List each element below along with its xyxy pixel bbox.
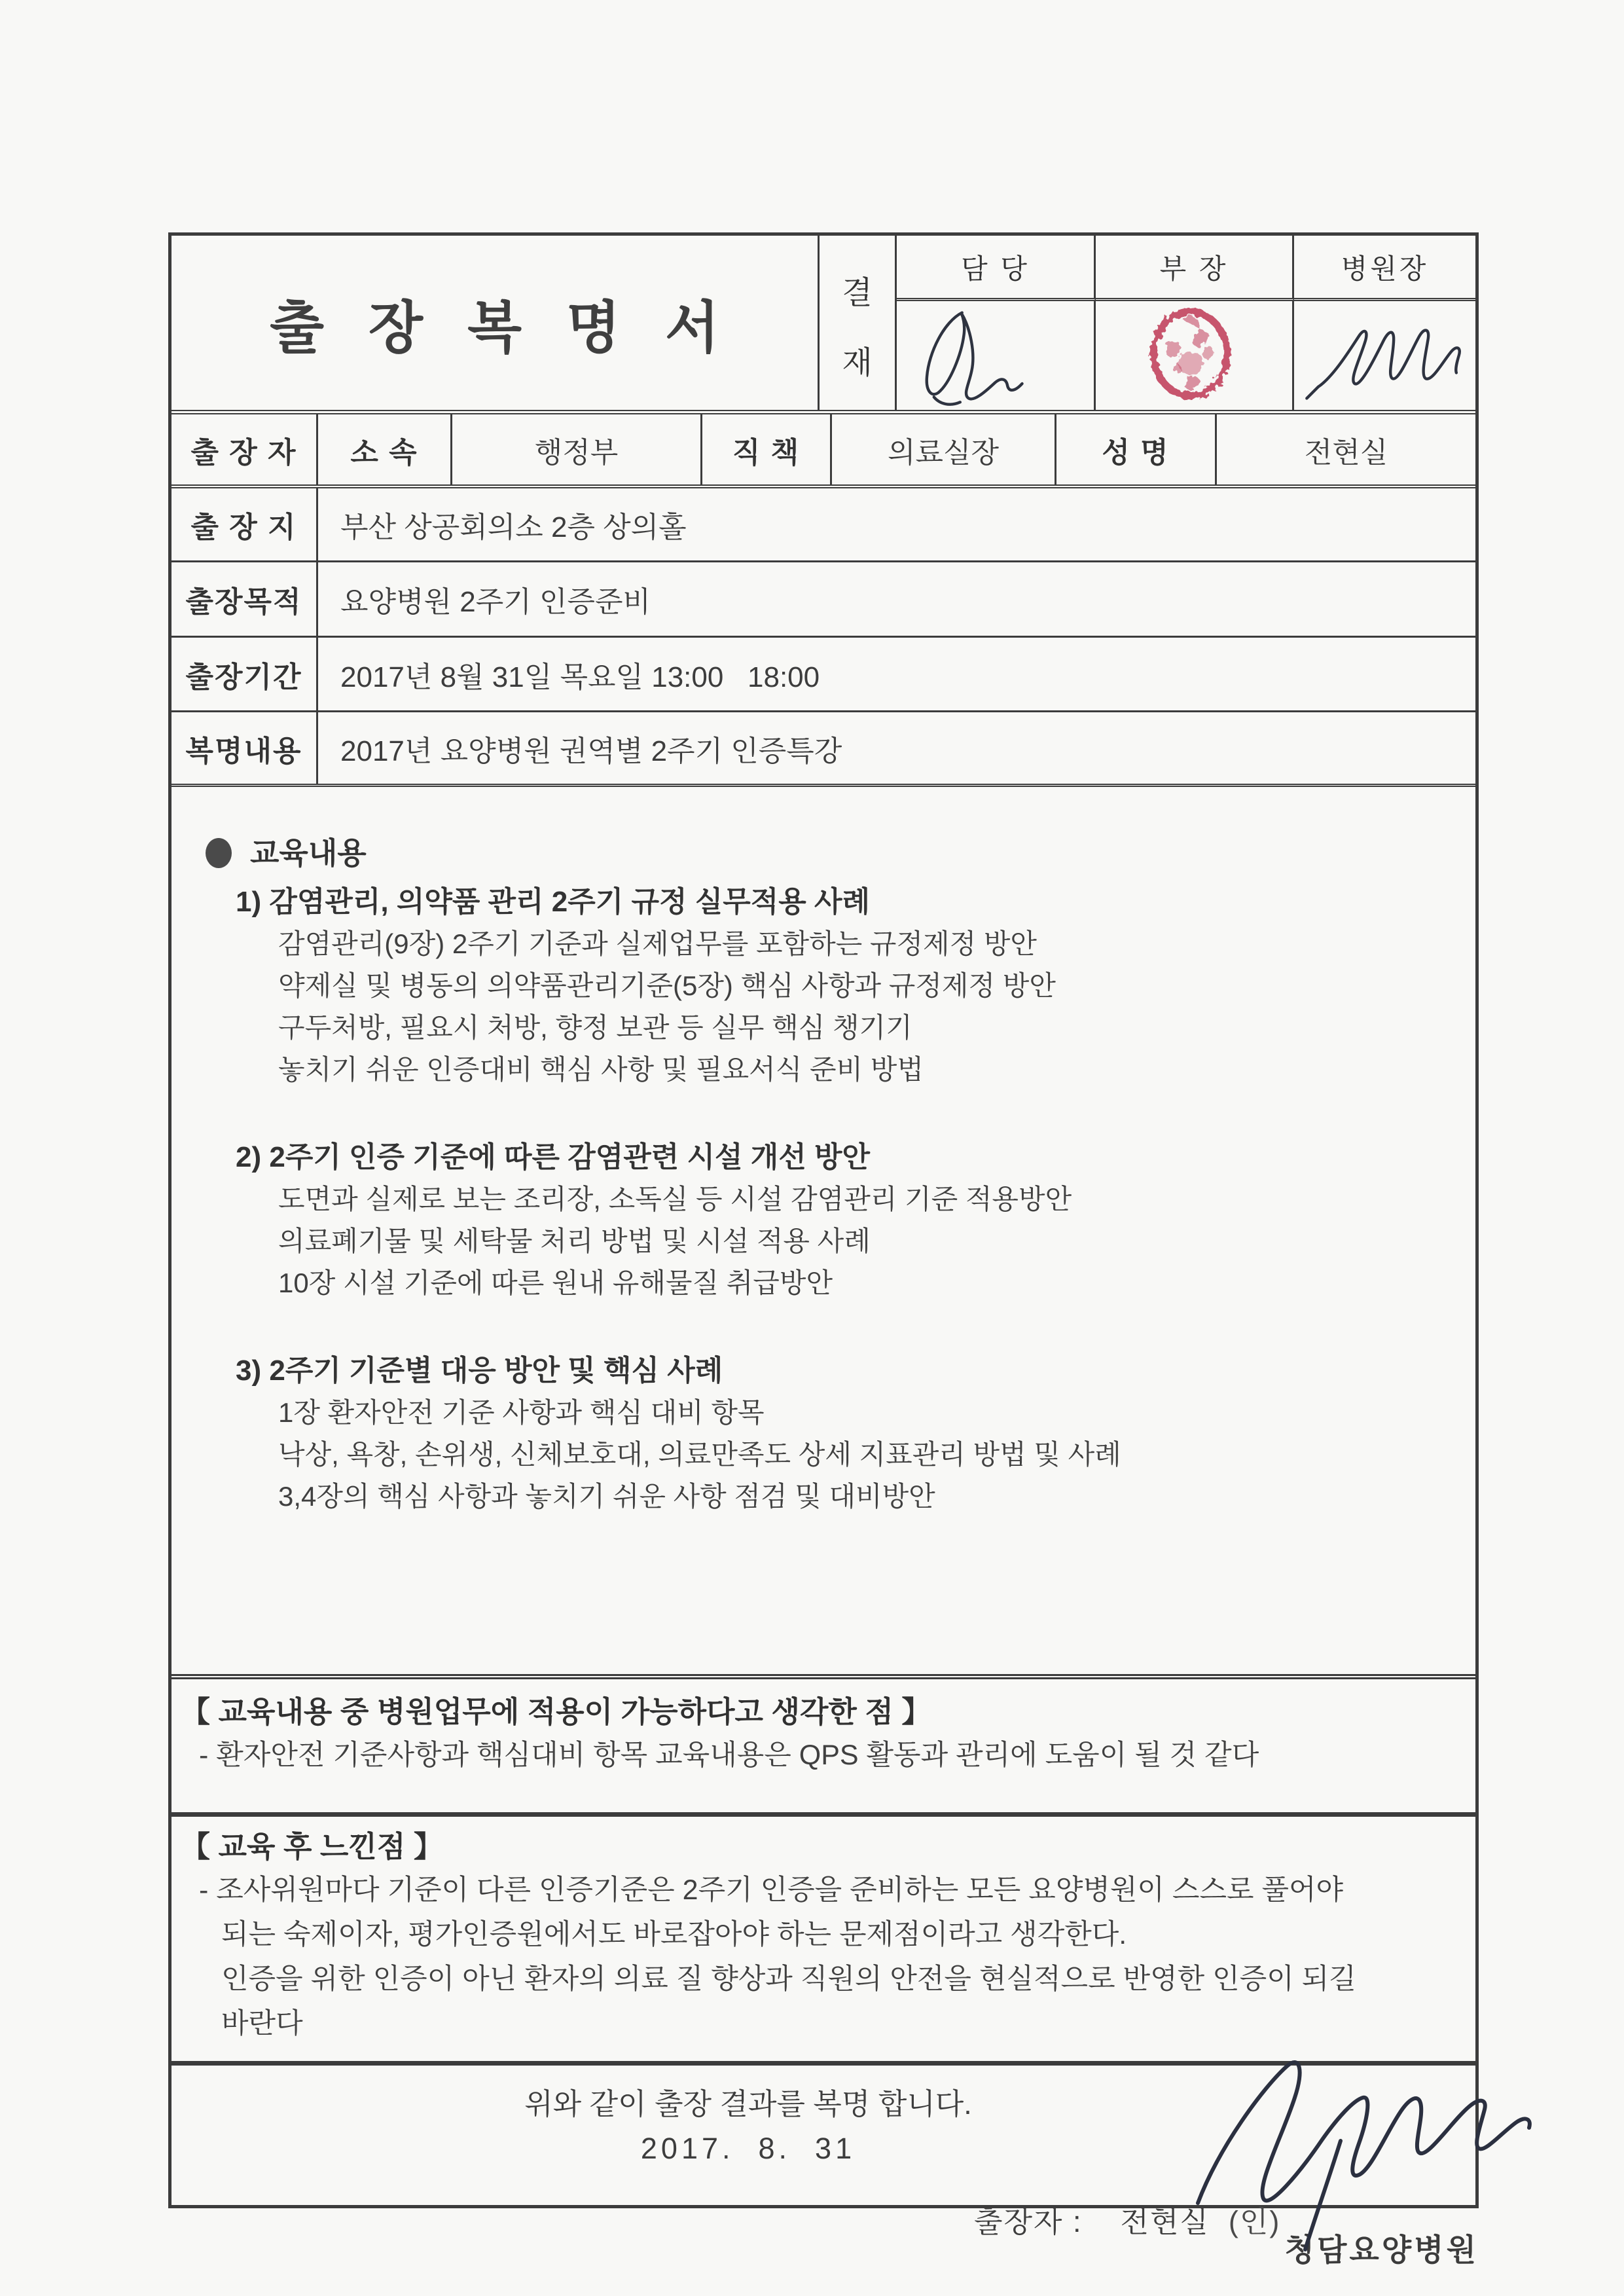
impression-line: 인증을 위한 인증이 아닌 환자의 의료 질 향상과 직원의 안전을 현실적으로 반영한 인증이 되길	[221, 1963, 1356, 1995]
report-label: 복명내용	[171, 712, 318, 784]
traveler-signature-icon	[1159, 2036, 1617, 2252]
education-line: 10장 시설 기준에 따른 원내 유해물질 취급방안	[278, 1267, 833, 1298]
period-row	[171, 638, 1475, 712]
closing-traveler-prefix: 출장자 :	[974, 2205, 1121, 2238]
closing-statement: 위와 같이 출장 결과를 복명 합니다.	[524, 2087, 972, 2121]
approval-stack-label	[820, 236, 897, 410]
red-stamp-icon	[1144, 302, 1236, 409]
place-label: 출 장 지	[171, 488, 318, 560]
education-line: 감염관리(9장) 2주기 기준과 실제업무를 포함하는 규정제정 방안	[278, 928, 1038, 959]
education-section-heading: 2) 2주기 인증 기준에 따른 감염관련 시설 개선 방안	[236, 1141, 870, 1173]
education-section-heading: 3) 2주기 기준별 대응 방안 및 핵심 사례	[236, 1355, 723, 1387]
impression-line: - 조사위원마다 기준이 다른 인증기준은 2주기 인증을 준비하는 모든 요양병원이 스스로 풀어야	[199, 1874, 1344, 1906]
page-title: 출 장 복 명 서	[171, 236, 820, 410]
name-value: 전현실	[1304, 436, 1388, 469]
period-label: 출장기간	[171, 638, 318, 710]
place-row	[171, 488, 1475, 562]
impression-heading: 【 교육 후 느낀점 】	[181, 1830, 443, 1863]
place-value: 부산 상공회의소 2층 상의홀	[340, 511, 687, 543]
position-value: 의료실장	[832, 414, 1056, 484]
education-line: 약제실 및 병동의 의약품관리기준(5장) 핵심 사항과 규정제정 방안	[278, 970, 1056, 1001]
education-line: 놓치기 쉬운 인증대비 핵심 사항 및 필요서식 준비 방법	[278, 1054, 924, 1085]
purpose-value: 요양병원 2주기 인증준비	[340, 586, 651, 618]
approval-stack-top: 결	[842, 276, 873, 310]
damdang-signature-cell	[897, 301, 1096, 410]
approval-block	[820, 236, 1475, 410]
education-line: 의료폐기물 및 세탁물 처리 방법 및 시설 적용 사례	[278, 1226, 871, 1256]
damdang-signature-icon	[897, 301, 1094, 410]
education-line: 구두처방, 필요시 처방, 향정 보관 등 실무 핵심 챙기기	[278, 1012, 912, 1043]
closing-date: 2017. 8. 31	[640, 2132, 856, 2165]
bujang-stamp-cell	[1096, 301, 1294, 410]
education-line: 1장 환자안전 기준 사항과 핵심 대비 항목	[278, 1397, 765, 1428]
education-line: 3,4장의 핵심 사항과 놓치기 쉬운 사항 점검 및 대비방안	[278, 1481, 935, 1512]
report-row	[171, 712, 1475, 787]
department-label: 소 속	[318, 414, 452, 484]
seal-mark: (인)	[1209, 2205, 1281, 2238]
approval-stack-bottom: 재	[842, 346, 873, 380]
name-label: 성 명	[1056, 414, 1217, 484]
education-section-heading: 1) 감염관리, 의약품 관리 2주기 규정 실무적용 사례	[236, 886, 870, 918]
education-title: 교육내용	[250, 836, 367, 870]
bullet-dot-icon	[206, 838, 232, 868]
applicable-line: - 환자안전 기준사항과 핵심대비 항목 교육내용은 QPS 활동과 관리에 도움이 될 것 같다	[199, 1740, 1259, 1771]
approval-col-bujang: 부 장	[1096, 236, 1294, 301]
director-signature-icon	[1294, 301, 1475, 410]
director-signature-cell	[1294, 301, 1475, 410]
approval-col-damdang: 담 당	[897, 236, 1096, 301]
approval-col-director: 병원장	[1294, 236, 1475, 301]
education-title-line	[206, 831, 1475, 875]
hospital-name: 청담요양병원	[1284, 2232, 1479, 2267]
position-label: 직 책	[702, 414, 832, 484]
education-line: 도면과 실제로 보는 조리장, 소독실 등 시설 감염관리 기준 적용방안	[278, 1184, 1072, 1214]
period-value: 2017년 8월 31일 목요일 13:00 18:00	[340, 661, 820, 693]
header-row	[171, 236, 1475, 414]
report-value: 2017년 요양병원 권역별 2주기 인증특강	[340, 735, 842, 767]
business-trip-report-table	[168, 232, 1479, 2238]
impression-section	[171, 1817, 1475, 2066]
education-content-box	[171, 787, 1475, 1679]
traveler-label: 출 장 자	[171, 414, 318, 484]
purpose-label: 출장목적	[171, 562, 318, 636]
education-line: 낙상, 욕창, 손위생, 신체보호대, 의료만족도 상세 지표관리 방법 및 사례	[278, 1439, 1121, 1470]
impression-line: 되는 숙제이자, 평가인증원에서도 바로잡아야 하는 문제점이라고 생각한다.	[221, 1919, 1127, 1950]
approval-grid	[897, 236, 1475, 410]
traveler-row	[171, 414, 1475, 488]
department-value: 행정부	[452, 414, 702, 484]
applicable-heading: 【 교육내용 중 병원업무에 적용이 가능하다고 생각한 점 】	[181, 1695, 931, 1728]
purpose-row	[171, 562, 1475, 638]
closing-traveler-name: 전현실	[1120, 2205, 1210, 2238]
applicable-section	[171, 1679, 1475, 1817]
impression-line: 바란다	[221, 2008, 303, 2039]
